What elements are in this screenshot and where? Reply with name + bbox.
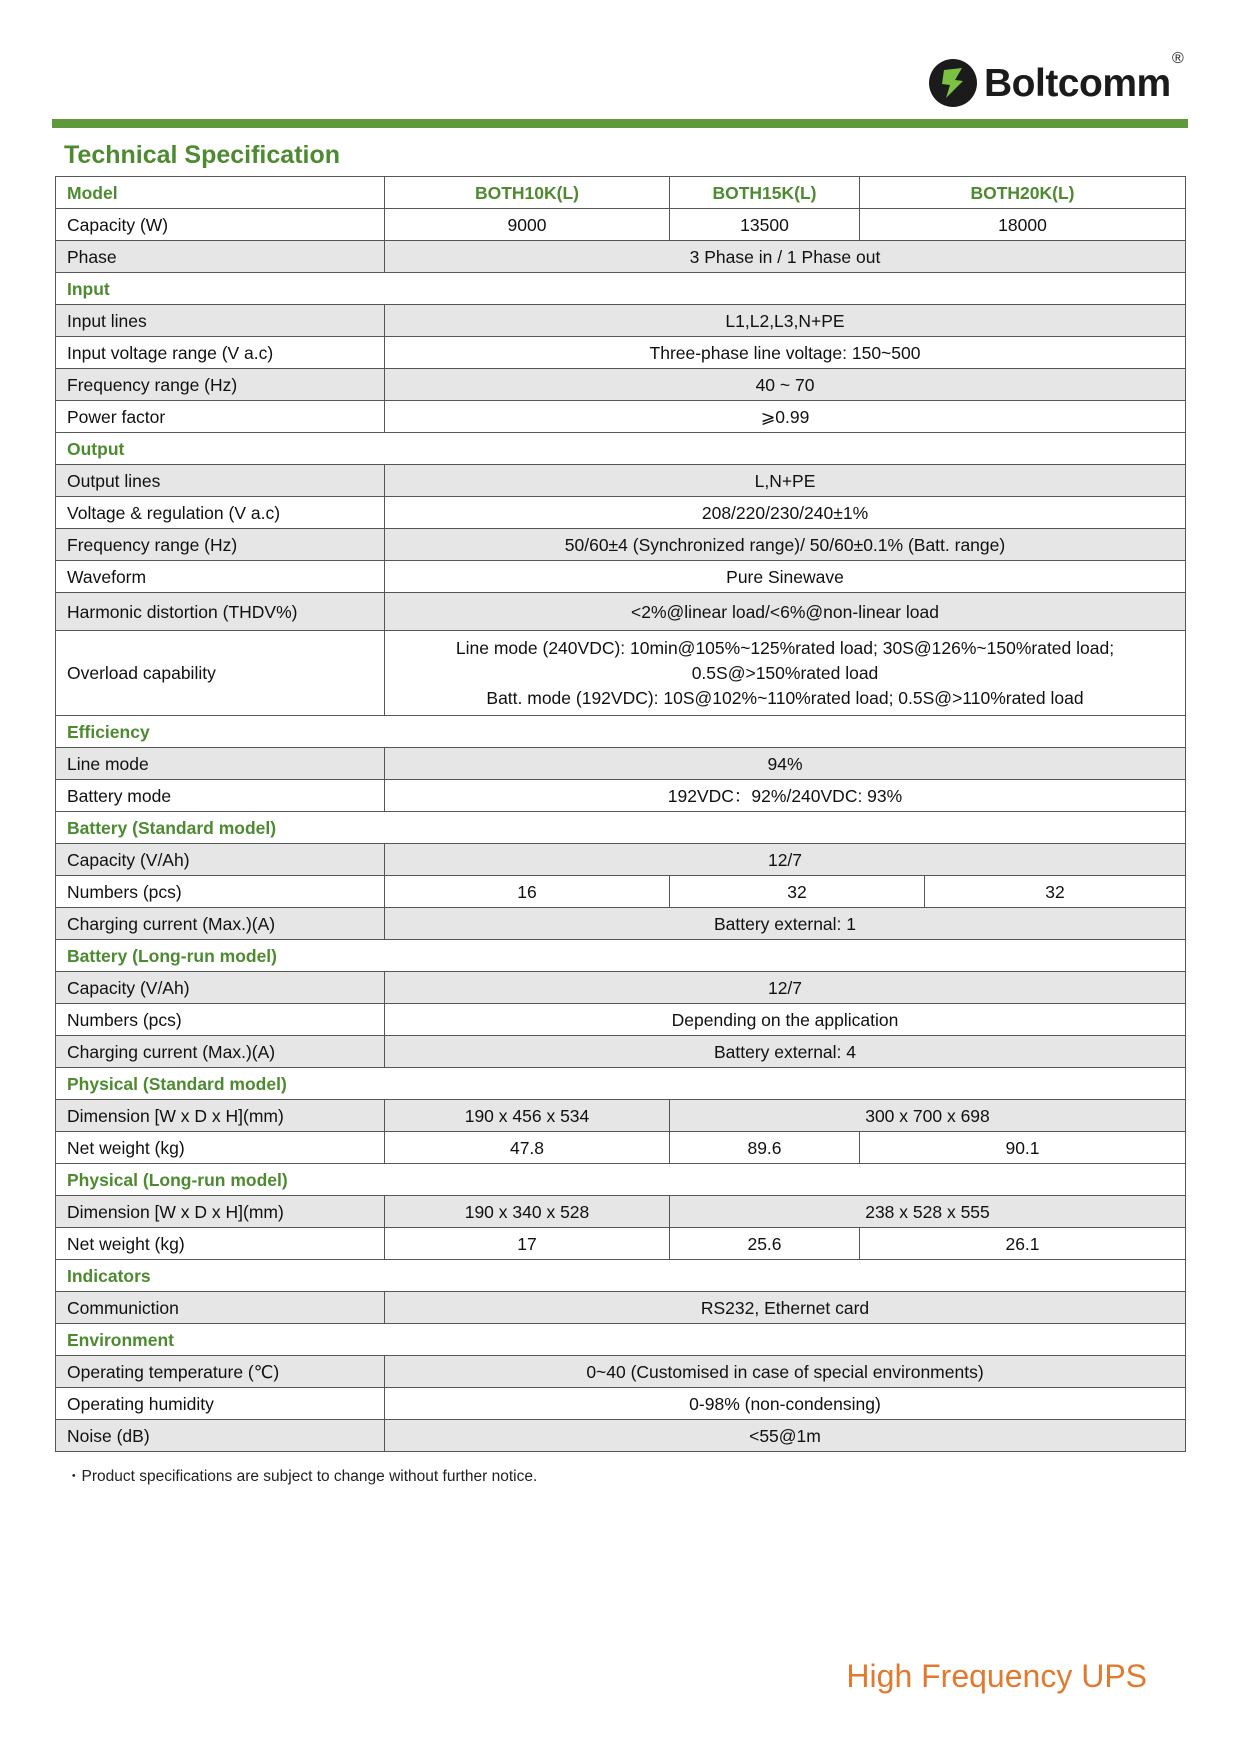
capacity-row xyxy=(56,209,1186,241)
battery-long-charging-row xyxy=(56,1036,1186,1068)
section-efficiency xyxy=(56,716,1186,748)
row-label: Net weight (kg) xyxy=(56,1228,385,1260)
row-value: L,N+PE xyxy=(385,465,1186,497)
section-title: Physical (Long-run model) xyxy=(56,1164,1186,1196)
dimension-15k-20k: 238 x 528 x 555 xyxy=(670,1196,1186,1228)
waveform-row xyxy=(56,561,1186,593)
row-value: <2%@linear load/<6%@non-linear load xyxy=(385,593,1186,631)
row-label: Battery mode xyxy=(56,780,385,812)
row-value: 0~40 (Customised in case of special environments) xyxy=(385,1356,1186,1388)
section-title: Indicators xyxy=(56,1260,1186,1292)
efficiency-line-row xyxy=(56,748,1186,780)
row-value: 12/7 xyxy=(385,972,1186,1004)
row-label: Output lines xyxy=(56,465,385,497)
physical-std-weight-row xyxy=(56,1132,1186,1164)
phase-row xyxy=(56,241,1186,273)
overload-line-1: Line mode (240VDC): 10min@105%~125%rated load; 30S@126%~150%rated load; xyxy=(455,637,1115,658)
row-label: Charging current (Max.)(A) xyxy=(56,1036,385,1068)
section-title: Physical (Standard model) xyxy=(56,1068,1186,1100)
row-label: Power factor xyxy=(56,401,385,433)
section-input xyxy=(56,273,1186,305)
capacity-15k: 13500 xyxy=(670,209,860,241)
row-value: Depending on the application xyxy=(385,1004,1186,1036)
row-label: Numbers (pcs) xyxy=(56,1004,385,1036)
row-label: Line mode xyxy=(56,748,385,780)
brand-logo xyxy=(928,50,1198,116)
weight-20k: 26.1 xyxy=(860,1228,1186,1260)
numbers-15k: 32 xyxy=(670,876,925,908)
model-row xyxy=(56,177,1186,209)
row-value: 208/220/230/240±1% xyxy=(385,497,1186,529)
section-battery-standard xyxy=(56,812,1186,844)
input-lines-row xyxy=(56,305,1186,337)
section-title: Battery (Long-run model) xyxy=(56,940,1186,972)
row-value: RS232, Ethernet card xyxy=(385,1292,1186,1324)
row-value: 50/60±4 (Synchronized range)/ 50/60±0.1% (Batt. range) xyxy=(385,529,1186,561)
efficiency-battery-row xyxy=(56,780,1186,812)
capacity-label: Capacity (W) xyxy=(56,209,385,241)
section-title: Efficiency xyxy=(56,716,1186,748)
row-value: 12/7 xyxy=(385,844,1186,876)
capacity-20k: 18000 xyxy=(860,209,1186,241)
row-label: Waveform xyxy=(56,561,385,593)
row-value: <55@1m xyxy=(385,1420,1186,1452)
row-label: Frequency range (Hz) xyxy=(56,369,385,401)
row-label: Harmonic distortion (THDV%) xyxy=(56,593,385,631)
overload-line-2: 0.5S@>150%rated load xyxy=(691,662,879,683)
row-value: 94% xyxy=(385,748,1186,780)
output-frequency-row xyxy=(56,529,1186,561)
model-label: Model xyxy=(56,177,385,209)
section-physical-standard xyxy=(56,1068,1186,1100)
weight-15k: 89.6 xyxy=(670,1132,860,1164)
noise-row xyxy=(56,1420,1186,1452)
overload-value xyxy=(385,631,1186,716)
phase-value: 3 Phase in / 1 Phase out xyxy=(385,241,1186,273)
row-label: Numbers (pcs) xyxy=(56,876,385,908)
row-value: Three-phase line voltage: 150~500 xyxy=(385,337,1186,369)
header-divider xyxy=(52,119,1188,128)
humidity-row xyxy=(56,1388,1186,1420)
model-15k: BOTH15K(L) xyxy=(670,177,860,209)
section-title: Output xyxy=(56,433,1186,465)
row-label: Capacity (V/Ah) xyxy=(56,972,385,1004)
row-value: Battery external: 1 xyxy=(385,908,1186,940)
footnote: ・Product specifications are subject to change without further notice. xyxy=(66,1468,538,1485)
row-label: Frequency range (Hz) xyxy=(56,529,385,561)
section-environment xyxy=(56,1324,1186,1356)
page-title: Technical Specification xyxy=(64,141,341,169)
input-frequency-row xyxy=(56,369,1186,401)
section-title: Environment xyxy=(56,1324,1186,1356)
numbers-10k: 16 xyxy=(385,876,670,908)
output-lines-row xyxy=(56,465,1186,497)
row-label: Net weight (kg) xyxy=(56,1132,385,1164)
row-value: 0-98% (non-condensing) xyxy=(385,1388,1186,1420)
footer-title: High Frequency UPS xyxy=(846,1658,1147,1694)
section-battery-long xyxy=(56,940,1186,972)
battery-std-capacity-row xyxy=(56,844,1186,876)
model-10k: BOTH10K(L) xyxy=(385,177,670,209)
dimension-10k: 190 x 456 x 534 xyxy=(385,1100,670,1132)
battery-long-capacity-row xyxy=(56,972,1186,1004)
battery-long-numbers-row xyxy=(56,1004,1186,1036)
section-title: Battery (Standard model) xyxy=(56,812,1186,844)
numbers-20k: 32 xyxy=(925,876,1186,908)
temperature-row xyxy=(56,1356,1186,1388)
phase-label: Phase xyxy=(56,241,385,273)
row-label: Overload capability xyxy=(56,631,385,716)
weight-10k: 47.8 xyxy=(385,1132,670,1164)
row-value: 40 ~ 70 xyxy=(385,369,1186,401)
battery-std-charging-row xyxy=(56,908,1186,940)
capacity-10k: 9000 xyxy=(385,209,670,241)
physical-long-weight-row xyxy=(56,1228,1186,1260)
spec-table xyxy=(55,176,1186,1452)
overload-row xyxy=(56,631,1186,716)
row-value: L1,L2,L3,N+PE xyxy=(385,305,1186,337)
brand-name: Boltcomm xyxy=(984,62,1171,105)
row-label: Dimension [W x D x H](mm) xyxy=(56,1100,385,1132)
weight-15k: 25.6 xyxy=(670,1228,860,1260)
power-factor-row xyxy=(56,401,1186,433)
physical-long-dimension-row xyxy=(56,1196,1186,1228)
row-value: ⩾0.99 xyxy=(385,401,1186,433)
thd-row xyxy=(56,593,1186,631)
row-label: Input voltage range (V a.c) xyxy=(56,337,385,369)
registered-mark: ® xyxy=(1172,50,1184,67)
section-title: Input xyxy=(56,273,1186,305)
row-label: Operating humidity xyxy=(56,1388,385,1420)
row-label: Charging current (Max.)(A) xyxy=(56,908,385,940)
row-value: Battery external: 4 xyxy=(385,1036,1186,1068)
row-label: Input lines xyxy=(56,305,385,337)
output-voltage-row xyxy=(56,497,1186,529)
communication-row xyxy=(56,1292,1186,1324)
section-indicators xyxy=(56,1260,1186,1292)
section-output xyxy=(56,433,1186,465)
row-label: Noise (dB) xyxy=(56,1420,385,1452)
row-label: Capacity (V/Ah) xyxy=(56,844,385,876)
overload-line-3: Batt. mode (192VDC): 10S@102%~110%rated load; 0.5S@>110%rated load xyxy=(486,687,1084,708)
row-label: Voltage & regulation (V a.c) xyxy=(56,497,385,529)
input-voltage-row xyxy=(56,337,1186,369)
dimension-10k: 190 x 340 x 528 xyxy=(385,1196,670,1228)
physical-std-dimension-row xyxy=(56,1100,1186,1132)
row-value: 192VDC：92%/240VDC: 93% xyxy=(385,780,1186,812)
row-label: Dimension [W x D x H](mm) xyxy=(56,1196,385,1228)
dimension-15k-20k: 300 x 700 x 698 xyxy=(670,1100,1186,1132)
row-value: Pure Sinewave xyxy=(385,561,1186,593)
battery-std-numbers-row xyxy=(56,876,1186,908)
row-label: Operating temperature (℃) xyxy=(56,1356,385,1388)
section-physical-long xyxy=(56,1164,1186,1196)
bolt-logo-icon xyxy=(928,58,978,108)
weight-10k: 17 xyxy=(385,1228,670,1260)
model-20k: BOTH20K(L) xyxy=(860,177,1186,209)
row-label: Communiction xyxy=(56,1292,385,1324)
weight-20k: 90.1 xyxy=(860,1132,1186,1164)
